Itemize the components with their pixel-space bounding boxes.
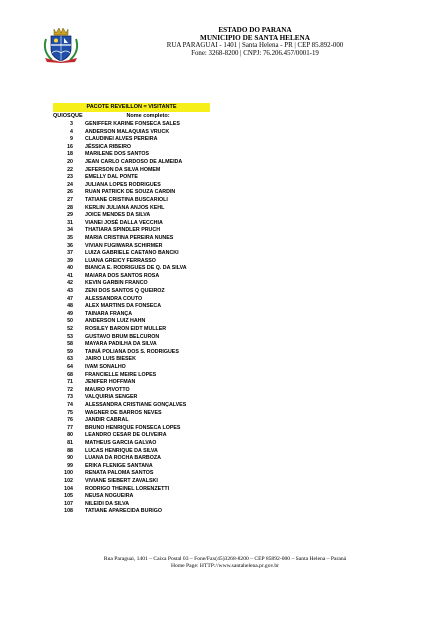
letterhead [140, 26, 370, 58]
visitor-name: IVAM SONALHO [85, 364, 126, 370]
list-item [53, 144, 210, 152]
visitor-name: GENIFFER KARINE FONSECA SALES [85, 121, 180, 127]
visitor-name: JEFERSON DA SILVA HOMEM [85, 166, 161, 173]
visitor-name: MATHEUS GARCIA GALVAO [85, 439, 157, 446]
list-item [53, 205, 210, 213]
list-item [53, 265, 210, 273]
visitor-name: JAIRO LUIS BIESEK [85, 356, 136, 363]
visitor-name: JEAN CARLO CARDOSO DE ALMEIDA [85, 158, 183, 165]
kiosk-number: 24 [67, 181, 73, 188]
visitor-name: ANDERSON MALAQUIAS VRUCK [85, 128, 170, 135]
footer-homepage: Home Page: HTTP://www.santahelena.pr.gov.br [170, 563, 280, 569]
visitor-name: JULIANA LOPES RODRIGUES [85, 181, 161, 188]
list-title: PACOTE REVEILLON = VISITANTE [53, 103, 210, 112]
kiosk-number: 20 [67, 158, 73, 165]
visitor-name: ERIKA FLENIGE SANTANA [85, 462, 153, 469]
visitor-name: JÉSSICA RIBEIRO [85, 143, 132, 150]
list-item [53, 463, 210, 471]
visitor-name: RENATA PALOMA SANTOS [85, 470, 154, 477]
visitor-list [53, 121, 210, 516]
visitor-name: KEVIN GARBIN FRANCO [85, 280, 148, 287]
list-item [53, 250, 210, 258]
list-item [53, 455, 210, 463]
list-item [53, 349, 210, 357]
list-item [53, 167, 210, 175]
address-line: RUA PARAGUAI - 1401 | Santa Helena - PR | CEP 85.892-000 [166, 42, 344, 50]
list-item [53, 303, 210, 311]
kiosk-number: 47 [67, 295, 73, 302]
visitor-name: MAURO PIVOTTO [85, 386, 130, 393]
list-item [53, 182, 210, 190]
list-item [53, 296, 210, 304]
visitor-name: ANDERSON LUIZ HAHN [85, 318, 146, 325]
visitor-name: THATIARA SPINDLER PRUCH [85, 227, 161, 234]
kiosk-number: 81 [67, 439, 73, 446]
visitor-name: GUSTAVO BRUM BELCURON [85, 333, 160, 340]
visitor-name: BIANCA E. RODRIGUES DE Q. DA SILVA [85, 265, 187, 272]
visitor-name: ALEX MARTINS DA FONSECA [85, 303, 162, 310]
list-item [53, 129, 210, 137]
kiosk-number: 100 [64, 470, 73, 477]
kiosk-number: 107 [64, 500, 73, 507]
list-item [53, 326, 210, 334]
kiosk-number: 76 [67, 417, 73, 424]
kiosk-number: 3 [70, 121, 73, 127]
kiosk-number: 71 [67, 379, 73, 386]
municipal-coat-of-arms-icon [40, 27, 82, 63]
list-item [53, 220, 210, 228]
visitor-name: LEANDRO CESAR DE OLIVEIRA [85, 432, 167, 439]
kiosk-number: 39 [67, 257, 73, 264]
kiosk-number: 37 [67, 250, 73, 257]
list-item [53, 501, 210, 509]
kiosk-number: 48 [67, 303, 73, 310]
kiosk-number: 40 [67, 265, 73, 272]
visitor-name: LUANA DA ROCHA BARBOZA [85, 455, 161, 462]
kiosk-number: 43 [67, 288, 73, 295]
kiosk-number: 22 [67, 166, 73, 173]
visitor-name: TATIANE APARECIDA BURIGO [85, 508, 162, 515]
column-header-kiosk: QUIOSQUE [53, 113, 83, 119]
column-headers [53, 112, 210, 120]
kiosk-number: 74 [67, 401, 73, 408]
list-item [53, 258, 210, 266]
kiosk-number: 50 [67, 318, 73, 325]
state-name: ESTADO DO PARANA [218, 26, 292, 34]
visitor-name: LUIZA GABRIELE CAETANO BANCKI [85, 250, 179, 257]
kiosk-number: 9 [70, 136, 73, 143]
visitor-name: KERLIN JULIANA ANJOS KEHL [85, 204, 165, 211]
list-item [53, 235, 210, 243]
visitor-name: JOICE MENDES DA SILVA [85, 212, 151, 219]
visitor-name: TAINARA FRANÇA [85, 310, 133, 317]
kiosk-number: 31 [67, 219, 73, 226]
kiosk-number: 102 [64, 477, 73, 484]
list-item [53, 273, 210, 281]
list-item [53, 341, 210, 349]
kiosk-number: 23 [67, 174, 73, 181]
list-item [53, 379, 210, 387]
visitor-name: RODRIGO THEINEL LORENZETTI [85, 485, 170, 492]
kiosk-number: 34 [67, 227, 73, 234]
list-item [53, 243, 210, 251]
list-item [53, 318, 210, 326]
kiosk-number: 63 [67, 356, 73, 363]
list-item [53, 478, 210, 486]
list-item [53, 174, 210, 182]
visitor-name: VIANEI JOSÉ DALLA VECCHIA [85, 219, 163, 226]
kiosk-number: 58 [67, 341, 73, 348]
kiosk-number: 104 [64, 485, 73, 492]
kiosk-number: 18 [67, 151, 73, 158]
list-item [53, 356, 210, 364]
visitor-name: VIVIANE SIEBERT ZAVALSKI [85, 477, 158, 484]
page-footer [30, 556, 420, 570]
list-item [53, 394, 210, 402]
visitor-name: NEUSA NOGUEIRA [85, 493, 134, 500]
kiosk-number: 36 [67, 242, 73, 249]
kiosk-number: 105 [64, 493, 73, 500]
visitor-name: JANDIR CABRAL [85, 417, 129, 424]
list-item [53, 432, 210, 440]
kiosk-number: 68 [67, 371, 73, 378]
list-item [53, 417, 210, 425]
visitor-name: ZENI DOS SANTOS Q QUEIROZ [85, 288, 165, 295]
list-item [53, 159, 210, 167]
list-item [53, 311, 210, 319]
visitor-name: CLAUDINEI ALVES PEREIRA [85, 136, 158, 143]
list-item [53, 402, 210, 410]
kiosk-number: 27 [67, 196, 73, 203]
kiosk-number: 26 [67, 189, 73, 196]
kiosk-number: 80 [67, 432, 73, 439]
visitor-name: MAIARA DOS SANTOS ROSA [85, 272, 160, 279]
visitor-name: NILEIDI DA SILVA [85, 500, 130, 507]
kiosk-number: 41 [67, 272, 73, 279]
list-item [53, 227, 210, 235]
kiosk-number: 49 [67, 310, 73, 317]
visitor-name: JENIFER HOFFMAN [85, 379, 136, 386]
visitor-name: MARIA CRISTINA PEREIRA NUNES [85, 234, 174, 241]
list-item [53, 470, 210, 478]
kiosk-number: 42 [67, 280, 73, 287]
kiosk-number: 73 [67, 394, 73, 401]
list-item [53, 387, 210, 395]
kiosk-number: 77 [67, 424, 73, 431]
kiosk-number: 108 [64, 508, 73, 515]
list-item [53, 410, 210, 418]
list-item [53, 288, 210, 296]
visitor-name: BRUNO HENRIQUE FONSECA LOPES [85, 424, 181, 431]
list-item [53, 493, 210, 501]
kiosk-number: 35 [67, 234, 73, 241]
list-item [53, 334, 210, 342]
visitor-name: EMELLY DAL PONTE [85, 174, 138, 181]
kiosk-number: 53 [67, 333, 73, 340]
kiosk-number: 29 [67, 212, 73, 219]
kiosk-number: 90 [67, 455, 73, 462]
list-item [53, 189, 210, 197]
kiosk-number: 75 [67, 409, 73, 416]
list-item [53, 136, 210, 144]
list-item [53, 440, 210, 448]
list-item [53, 151, 210, 159]
list-item [53, 372, 210, 380]
list-item [53, 448, 210, 456]
list-item [53, 280, 210, 288]
kiosk-number: 4 [70, 128, 73, 135]
list-item [53, 486, 210, 494]
visitor-name: VIVIAN FUGIWARA SCHIRMER [85, 242, 163, 249]
kiosk-number: 99 [67, 462, 73, 469]
kiosk-number: 28 [67, 204, 73, 211]
kiosk-number: 88 [67, 447, 73, 454]
kiosk-number: 72 [67, 386, 73, 393]
visitor-name: ALESSANDRA COUTO [85, 295, 143, 302]
list-item [53, 364, 210, 372]
municipality-name: MUNICIPIO DE SANTA HELENA [200, 34, 310, 43]
footer-address: Rua Paraguai, 1401 – Caixa Postal 03 – Fone/Fax(45)3268-8200 – CEP 85892-000 – Santa Helena – Paraná [103, 556, 347, 562]
list-item [53, 121, 210, 129]
kiosk-number: 64 [67, 364, 73, 370]
visitor-name: ROSILEY BARON EIDT MULLER [85, 326, 167, 333]
list-item [53, 212, 210, 220]
visitor-name: RUAN PATRICK DE SOUZA CARDIN [85, 189, 176, 196]
list-item [53, 425, 210, 433]
visitor-name: TATIANE CRISTINA BUSCARIOLI [85, 196, 168, 203]
column-header-name: Nome completo: [126, 113, 170, 119]
visitor-name: ALESSANDRA CRISTIANE GONÇALVES [85, 401, 187, 408]
visitor-name: TAINÁ POLIANA DOS S. RODRIGUES [85, 348, 179, 355]
list-item [53, 508, 210, 516]
visitor-name: FRANCIELLE MEIRE LOPES [85, 371, 157, 378]
visitor-name: LUCAS HENRIQUE DA SILVA [85, 447, 158, 454]
kiosk-number: 52 [67, 326, 73, 333]
kiosk-number: 59 [67, 348, 73, 355]
visitor-name: VALQUIRIA SENGER [85, 394, 138, 401]
visitor-name: MAYARA PADILHA DA SILVA [85, 341, 157, 348]
visitor-name: MARILENE DOS SANTOS [85, 151, 150, 158]
kiosk-number: 16 [67, 143, 73, 150]
list-item [53, 197, 210, 205]
visitor-name: LUANA GREICY FERRASSO [85, 257, 156, 264]
phone-cnpj-line: Fone: 3268-8200 | CNPJ: 76.206.457/0001-19 [191, 50, 319, 58]
visitor-name: WAGNER DE BARROS NEVES [85, 409, 162, 416]
